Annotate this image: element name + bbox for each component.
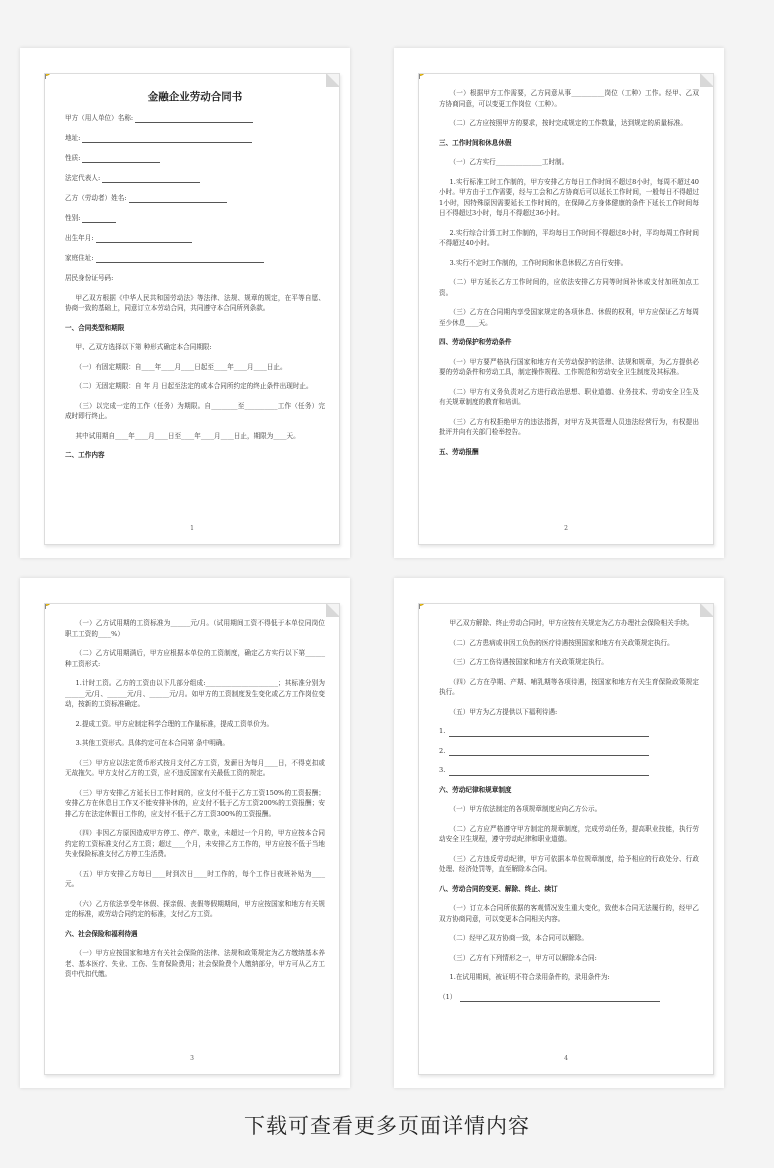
paragraph: （一）有固定期限：自____年____月____日起至____年____月____日止。 bbox=[75, 362, 287, 371]
paragraph: （二）甲方有义务负责对乙方进行政治思想、职业道德、业务技术、劳动安全卫生及有关规章制度的教育和培训。 bbox=[439, 387, 699, 406]
paragraph: （四）非因乙方原因造成甲方停工、停产、歇业，未超过一个月的，甲方应按本合同约定的工资标准支付乙方工资；超过____个月，未安排乙方工作的，甲方应按不低于当地失业保险标准支付乙方停工生活费。 bbox=[65, 829, 325, 858]
field-label: 性质: bbox=[65, 153, 81, 162]
page-number: 1 bbox=[190, 525, 194, 532]
paragraph: （三）乙方在合同期内享受国家规定的各项休息、休假的权利，甲方应保证乙方每周至少休息____天。 bbox=[439, 308, 699, 327]
document-page bbox=[44, 73, 340, 545]
paragraph: （五）甲方为乙方提供以下福利待遇: bbox=[449, 707, 558, 716]
field-label: 出生年月: bbox=[65, 233, 94, 242]
page-card-3 bbox=[20, 578, 350, 1088]
paragraph: （一）乙方实行______________工时制。 bbox=[449, 158, 569, 166]
field-label: 性别: bbox=[65, 213, 81, 222]
blank-line-item bbox=[439, 992, 699, 1003]
section-heading: 三、工作时间和休息休假 bbox=[439, 138, 512, 147]
paragraph: （二）乙方应严格遵守甲方制定的规章制度，完成劳动任务，提高职业技能，执行劳动安全卫生规程，遵守劳动纪律和职业道德。 bbox=[439, 824, 699, 843]
paragraph: （三）甲方应以法定货币形式按月支付乙方工资，发薪日为每月____日，不得克扣或无故拖欠。甲方支付乙方的工资，应不违反国家有关最低工资的规定。 bbox=[65, 758, 325, 777]
page-content bbox=[439, 88, 699, 466]
paragraph: （二）无固定期限：自 年 月 日起至法定的或本合同所约定的终止条件出现时止。 bbox=[75, 382, 313, 390]
field-label: 家庭住址: bbox=[65, 253, 94, 262]
field-label: 地址: bbox=[65, 133, 81, 142]
field-label: 甲方（用人单位）名称: bbox=[65, 113, 134, 122]
field-label: 乙方（劳动者）姓名: bbox=[65, 193, 127, 202]
form-field bbox=[65, 253, 325, 264]
line-label: 2. bbox=[439, 746, 446, 755]
field-label: 法定代表人: bbox=[65, 173, 101, 182]
paragraph: 3.其他工资形式。具体约定可在本合同第 条中明确。 bbox=[75, 739, 229, 747]
paragraph: 甲乙双方解除、终止劳动合同时，甲方应按有关规定为乙方办理社会保险相关手续。 bbox=[449, 619, 694, 627]
form-field bbox=[65, 173, 325, 184]
paragraph: （三）乙方有下列情形之一，甲方可以解除本合同: bbox=[449, 953, 597, 962]
paragraph: （二）乙方应按照甲方的要求，按时完成规定的工作数量，达到规定的质量标准。 bbox=[449, 119, 687, 127]
paragraph: 其中试用期自____年____月____日至____年____月____日止，期限为____天。 bbox=[75, 431, 300, 440]
pushpin-icon bbox=[44, 73, 51, 80]
paragraph: （六）乙方依法享受年休假、探亲假、丧假等假期期间，甲方应按国家和地方有关规定的标准，或劳动合同约定的标准，支付乙方工资。 bbox=[65, 899, 325, 918]
section-heading: 六、社会保险和福利待遇 bbox=[65, 929, 138, 938]
form-field bbox=[65, 213, 325, 224]
more-pages-caption: 下载可查看更多页面详情内容 bbox=[244, 1114, 530, 1138]
paragraph: 1.计时工资。乙方的工资由以下几部分组成:______________________；其标准分别为______元/月、______元/月、______元/月。如甲方的工资制度发生变化或乙方工作岗位变动，按新的工资标准确定。 bbox=[65, 679, 325, 708]
paragraph: （一）根据甲方工作需要，乙方同意从事__________岗位（工种）工作。经甲、乙双方协商同意，可以变更工作岗位（工种）。 bbox=[439, 89, 699, 108]
paragraph: （一）订立本合同所依据的客观情况发生重大变化，致使本合同无法履行的，经甲乙双方协商同意，可以变更本合同相关内容。 bbox=[439, 904, 699, 923]
page-card-2 bbox=[394, 48, 724, 558]
document-page bbox=[418, 603, 714, 1075]
paragraph: 3.实行不定时工作制的，工作时间和休息休假乙方自行安排。 bbox=[449, 258, 628, 267]
paragraph: 1.实行标准工时工作制的，甲方安排乙方每日工作时间不超过8小时，每周不超过40小时。甲方由于工作需要，经与工会和乙方协商后可以延长工作时间，一般每日不得超过1小时，因特殊原因需要延长工作时间的，在保障乙方身体健康的条件下延长工作时间每日不得超过3小时，每月不得超过36小时。 bbox=[439, 177, 699, 217]
section-heading: 八、劳动合同的变更、解除、终止、续订 bbox=[439, 884, 558, 893]
line-label: （1） bbox=[439, 992, 457, 1001]
blank-line-item bbox=[439, 726, 699, 737]
section-heading: 五、劳动报酬 bbox=[439, 447, 479, 456]
pushpin-icon bbox=[418, 73, 425, 80]
page-number: 3 bbox=[190, 1055, 194, 1062]
paragraph: （一）甲方要严格执行国家和地方有关劳动保护的法律、法规和规章，为乙方提供必要的劳动条件和劳动工具，制定操作规程、工作规范和劳动安全卫生制度及其标准。 bbox=[439, 357, 699, 376]
paragraph: （一）乙方试用期的工资标准为______元/月。（试用期间工资不得低于本单位同岗位职工工资的____%） bbox=[65, 619, 325, 638]
paragraph: （一）甲方依法制定的各项规章制度应向乙方公示。 bbox=[449, 805, 602, 813]
section-heading: 四、劳动保护和劳动条件 bbox=[439, 338, 512, 346]
paragraph: （三）甲方安排乙方延长日工作时间的，应支付不低于乙方工资150%的工资报酬；安排乙方在休息日工作又不能安排补休的，应支付不低于乙方工资200%的工资报酬；安排乙方在法定休假日工作的，应支付不低于乙方工资300%的工资报酬。 bbox=[65, 788, 325, 818]
page-card-4 bbox=[394, 578, 724, 1088]
paragraph: （三）乙方有权拒绝甲方的违法指挥，对甲方及其管理人员违法经营行为，有权提出批评并向有关部门检举控告。 bbox=[439, 417, 699, 436]
page-number: 4 bbox=[564, 1055, 568, 1062]
paragraph: （五）甲方安排乙方每日____时到次日____时工作的，每个工作日夜班补贴为____元。 bbox=[65, 869, 325, 888]
paragraph: （三）以完成一定的工作（任务）为期限。自________至__________工作（任务）完成时即行终止。 bbox=[65, 401, 325, 420]
blank-line-item bbox=[439, 765, 699, 776]
form-field bbox=[65, 233, 325, 244]
page-number: 2 bbox=[564, 525, 568, 532]
document-title: 金融企业劳动合同书 bbox=[147, 91, 243, 103]
blank-line-item bbox=[439, 746, 699, 757]
page-card-1 bbox=[20, 48, 350, 558]
line-label: 1. bbox=[439, 727, 446, 735]
page-content bbox=[65, 618, 325, 989]
section-heading: 六、劳动纪律和规章制度 bbox=[439, 785, 512, 794]
section-heading: 二、工作内容 bbox=[65, 451, 105, 459]
paragraph: （二）乙方试用期满后，甲方应根据本单位的工资制度，确定乙方实行以下第______种工资形式: bbox=[65, 649, 325, 668]
paragraph: （二）经甲乙双方协商一致，本合同可以解除。 bbox=[449, 934, 589, 942]
document-page bbox=[418, 73, 714, 545]
paragraph: （一）甲方应按国家和地方有关社会保险的法律、法规和政策规定为乙方缴纳基本养老、基本医疗、失业、工伤、生育保险费用；社会保险费个人缴纳部分，甲方可从乙方工资中代扣代缴。 bbox=[65, 949, 325, 978]
form-field bbox=[65, 133, 325, 144]
paragraph: （四）乙方在孕期、产期、哺乳期等各项待遇，按国家和地方有关生育保险政策规定执行。 bbox=[439, 677, 699, 696]
paragraph: 2.实行综合计算工时工作制的，平均每日工作时间不得超过8小时，平均每周工作时间不得超过40小时。 bbox=[439, 228, 699, 247]
page-content bbox=[65, 92, 325, 470]
paragraph: 1.在试用期间，被证明不符合录用条件的，录用条件为: bbox=[449, 973, 610, 981]
section-heading: 一、合同类型和期限 bbox=[65, 323, 125, 332]
document-page bbox=[44, 603, 340, 1075]
paragraph: 甲乙双方根据《中华人民共和国劳动法》等法律、法规、规章的规定，在平等自愿、协商一致的基础上，同意订立本劳动合同，共同遵守本合同所列条款。 bbox=[65, 293, 325, 312]
line-label: 3. bbox=[439, 766, 446, 774]
paragraph: 甲、乙双方选择以下第 种形式确定本合同期限: bbox=[75, 343, 212, 351]
paragraph: 2.提成工资。甲方应制定科学合理的工作量标准，提成工资单价为。 bbox=[75, 719, 274, 728]
page-content bbox=[439, 618, 699, 1011]
form-field bbox=[65, 193, 325, 204]
paragraph: （二）甲方延长乙方工作时间的，应依法安排乙方同等时间补休或支付加班加点工资。 bbox=[439, 278, 699, 297]
paragraph: （三）乙方违反劳动纪律，甲方可依据本单位规章制度，给予相应的行政处分、行政处理、经济处罚等，直至解除本合同。 bbox=[439, 854, 699, 873]
form-field bbox=[65, 153, 325, 164]
form-field bbox=[65, 113, 325, 124]
pushpin-icon bbox=[44, 603, 51, 610]
pushpin-icon bbox=[418, 603, 425, 610]
paragraph: （三）乙方工伤待遇按国家和地方有关政策规定执行。 bbox=[449, 658, 608, 666]
field-label: 居民身份证号码: bbox=[65, 273, 114, 282]
paragraph: （二）乙方患病或非因工负伤的医疗待遇按照国家和地方有关政策规定执行。 bbox=[449, 638, 674, 647]
form-field bbox=[65, 273, 325, 284]
